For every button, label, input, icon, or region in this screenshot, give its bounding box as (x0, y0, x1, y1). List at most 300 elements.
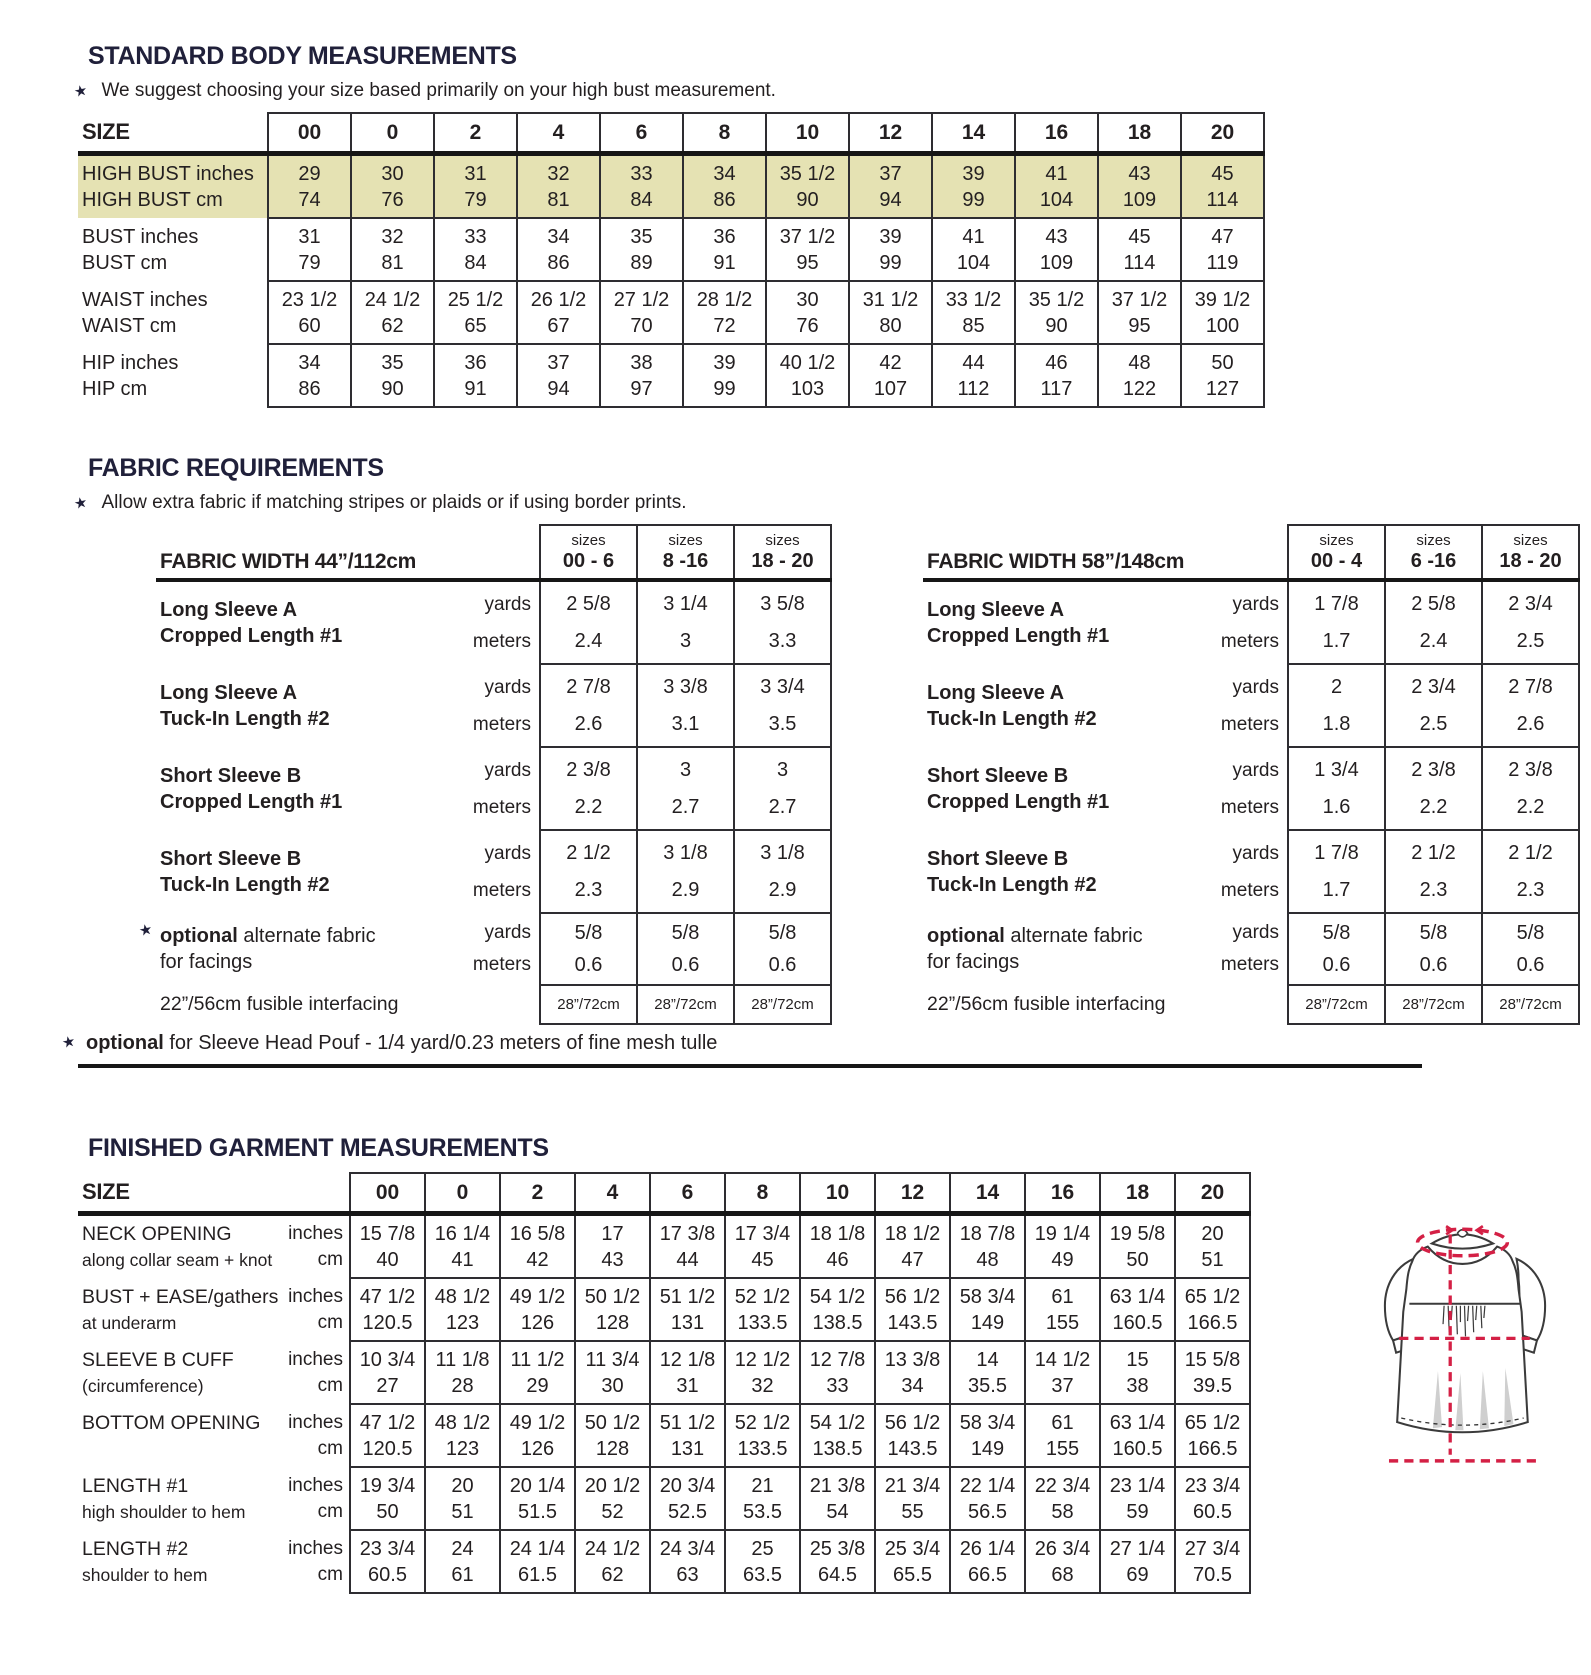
value-cell (950, 1341, 1025, 1404)
row-label (78, 1467, 350, 1530)
cm-value: 122 (1122, 377, 1157, 400)
row-label-line (82, 1410, 349, 1436)
cm-value: 160.5 (1112, 1437, 1163, 1460)
inches-value: 35 1/2 (779, 162, 836, 185)
size-header-cell: 18 (1098, 113, 1181, 154)
inches-value: 37 1/2 (1111, 288, 1168, 311)
inches-value: 11 1/8 (435, 1348, 490, 1371)
meters-label: meters (1220, 879, 1279, 901)
yardage-cell (540, 664, 637, 747)
value-cell (875, 1341, 950, 1404)
value-cell (350, 1404, 425, 1467)
value-cell (434, 218, 517, 281)
yards-value: 2 3/4 (1411, 675, 1456, 698)
cm-value: 138.5 (812, 1311, 863, 1334)
inches-value: 22 3/4 (1034, 1474, 1091, 1497)
meters-value: 1.6 (1322, 795, 1351, 818)
interfacing-value: 28”/72cm (1482, 985, 1579, 1024)
inches-value: 35 (381, 351, 404, 374)
fabric-row-label (923, 580, 1288, 664)
inches-value: 48 (1128, 351, 1151, 374)
size-header-cell: 14 (932, 113, 1015, 154)
inches-value: 26 1/2 (530, 288, 587, 311)
value-cell (875, 1404, 950, 1467)
cm-value: 60 (298, 314, 321, 337)
cm-value: 123 (445, 1437, 480, 1460)
cm-value: 34 (901, 1374, 924, 1397)
value-cell (425, 1530, 500, 1593)
inches-value: 47 1/2 (359, 1285, 416, 1308)
cm-value: 54 (826, 1500, 849, 1523)
meters-value: 1.7 (1322, 878, 1351, 901)
garment-illustration (1360, 1218, 1570, 1468)
value-cell (1098, 154, 1181, 219)
cm-value: 39.5 (1193, 1374, 1232, 1397)
value-cell (500, 1404, 575, 1467)
size-header-label: SIZE (78, 113, 268, 154)
value-cell (517, 218, 600, 281)
value-cell (575, 1404, 650, 1467)
inches-value: 16 5/8 (509, 1222, 566, 1245)
inches-value: 43 (1128, 162, 1151, 185)
inches-value: 25 3/4 (884, 1537, 941, 1560)
cm-value: 32 (751, 1374, 774, 1397)
row-label-line (82, 376, 267, 402)
yards-label: yards (484, 842, 531, 864)
size-header-cell: 2 (434, 113, 517, 154)
cm-value: 143.5 (887, 1311, 938, 1334)
inches-value: 21 3/4 (884, 1474, 941, 1497)
size-header-cell: 4 (517, 113, 600, 154)
yardage-cell (1288, 747, 1385, 830)
meters-label: meters (1220, 713, 1279, 735)
cm-value: 99 (962, 188, 985, 211)
meters-value: 2.6 (1516, 712, 1545, 735)
value-cell (434, 154, 517, 219)
inches-value: 11 1/2 (510, 1348, 565, 1371)
value-cell (875, 1278, 950, 1341)
yardage-cell (734, 913, 831, 985)
value-cell (600, 154, 683, 219)
inches-value: 61 (1051, 1411, 1074, 1434)
label-text: (circumference) (82, 1375, 204, 1396)
interfacing-value: 28”/72cm (637, 985, 734, 1024)
yardage-cell (637, 580, 734, 664)
unit-labels (473, 752, 539, 826)
value-cell (875, 1530, 950, 1593)
label-text: HIP inches (82, 351, 179, 374)
view-name-line: Long Sleeve A (927, 599, 1065, 621)
inches-value: 27 1/4 (1109, 1537, 1166, 1560)
inches-value: 31 (464, 162, 487, 185)
label-text: NECK OPENING (82, 1223, 232, 1245)
value-cell (800, 1341, 875, 1404)
cm-value: 94 (547, 377, 570, 400)
meters-value: 2.4 (1419, 629, 1448, 652)
fabric-row (156, 664, 831, 747)
table-row (78, 1404, 1250, 1467)
value-cell (1015, 154, 1098, 219)
inches-value: 51 1/2 (659, 1285, 716, 1308)
cm-value: 65.5 (893, 1563, 932, 1586)
inches-value: 32 (381, 225, 404, 248)
unit-label: inches (288, 1348, 343, 1370)
value-cell (1175, 1214, 1250, 1279)
row-label (78, 1404, 350, 1467)
yards-label: yards (484, 676, 531, 698)
value-cell (1098, 218, 1181, 281)
inches-value: 48 1/2 (434, 1285, 491, 1308)
size-header-cell: 2 (500, 1173, 575, 1214)
size-header-cell: 18 (1100, 1173, 1175, 1214)
row-label-line (82, 224, 267, 250)
cm-value: 126 (520, 1311, 555, 1334)
fabric-row (923, 830, 1579, 913)
tulle-note (60, 1025, 1422, 1068)
inches-value: 29 (298, 162, 321, 185)
inches-value: 49 1/2 (509, 1411, 566, 1434)
size-header-cell: 0 (425, 1173, 500, 1214)
interfacing-row (156, 985, 831, 1024)
sizes-word: sizes (668, 531, 703, 549)
fabric-table-58in (923, 524, 1580, 1025)
value-cell (766, 154, 849, 219)
yards-value: 3 (776, 758, 789, 781)
row-label-line (82, 287, 267, 313)
value-cell (268, 154, 351, 219)
view-name-line: Short Sleeve B (160, 764, 302, 787)
inches-value: 45 (1128, 225, 1151, 248)
cm-value: 99 (879, 251, 902, 274)
yardage-cell (1482, 664, 1579, 747)
value-cell (875, 1467, 950, 1530)
inches-value: 34 (298, 351, 321, 374)
yardage-cell (1482, 830, 1579, 913)
value-cell (650, 1341, 725, 1404)
section-title-finished-garment: FINISHED GARMENT MEASUREMENTS (88, 1134, 549, 1162)
cm-value: 40 (376, 1248, 399, 1271)
cm-value: 119 (1206, 251, 1239, 274)
yardage-cell (1288, 830, 1385, 913)
value-cell (434, 281, 517, 344)
optional-rest: alternate fabric (237, 925, 376, 947)
size-group-header (1385, 525, 1482, 580)
inches-value: 23 3/4 (1184, 1474, 1241, 1497)
row-label-line (82, 1284, 349, 1310)
yardage-cell (1288, 664, 1385, 747)
cm-value: 33 (826, 1374, 849, 1397)
meters-value: 2.3 (574, 878, 603, 901)
inches-value: 28 1/2 (696, 288, 753, 311)
table-row (78, 218, 1264, 281)
value-cell (800, 1278, 875, 1341)
row-label (78, 1530, 350, 1593)
yards-value: 2 3/8 (1411, 758, 1456, 781)
cm-value: 100 (1205, 314, 1240, 337)
meters-value: 2.7 (768, 795, 797, 818)
inches-value: 22 1/4 (959, 1474, 1016, 1497)
row-label (78, 1341, 350, 1404)
size-range: 00 - 6 (562, 549, 615, 572)
cm-value: 84 (464, 251, 487, 274)
value-cell (517, 281, 600, 344)
label-text: SLEEVE B CUFF (82, 1348, 234, 1371)
optional-label-line: for facings (927, 951, 1020, 973)
size-range: 00 - 4 (1310, 549, 1363, 572)
cm-value: 90 (796, 188, 819, 211)
label-text: WAIST inches (82, 288, 208, 311)
size-group-header (1482, 525, 1579, 580)
cm-value: 127 (1205, 377, 1240, 400)
body-measurements-table (78, 112, 1265, 408)
optional-label-line (927, 923, 1143, 949)
inches-value: 44 (962, 351, 985, 374)
cm-value: 131 (670, 1437, 705, 1460)
inches-value: 26 3/4 (1034, 1537, 1091, 1560)
cm-value: 131 (670, 1311, 705, 1334)
inches-value: 33 (630, 162, 653, 185)
value-cell (950, 1404, 1025, 1467)
cm-value: 109 (1122, 188, 1157, 211)
yardage-cell (1385, 664, 1482, 747)
cm-value: 95 (796, 251, 819, 274)
view-name-line: Tuck-In Length #2 (160, 873, 330, 896)
standard-body-measurements-section (0, 42, 1591, 408)
value-cell (600, 344, 683, 407)
cm-value: 55 (901, 1500, 924, 1523)
row-label (78, 1214, 350, 1279)
value-cell (950, 1278, 1025, 1341)
inches-value: 43 (1045, 225, 1068, 248)
cm-value: 86 (713, 188, 736, 211)
cm-value: 62 (601, 1563, 624, 1586)
yardage-cell (734, 830, 831, 913)
inches-value: 18 7/8 (959, 1222, 1016, 1245)
fabric-header-row (923, 525, 1579, 580)
inches-value: 15 7/8 (359, 1222, 416, 1245)
yards-value: 1 7/8 (1314, 592, 1359, 615)
fabric-row-label (156, 747, 540, 830)
size-header-cell: 14 (950, 1173, 1025, 1214)
note-text: Allow extra fabric if matching stripes or plaids or if using border prints. (101, 492, 687, 513)
value-cell (950, 1530, 1025, 1593)
view-name-line: Cropped Length #1 (160, 625, 343, 647)
yardage-cell (1385, 747, 1482, 830)
inches-value: 65 1/2 (1184, 1411, 1241, 1434)
size-header-row (78, 1173, 1250, 1214)
cm-value: 45 (751, 1248, 774, 1271)
cm-value: 51 (451, 1500, 474, 1523)
body-measurements-note (74, 80, 1591, 102)
yardage-cell (1385, 830, 1482, 913)
label-text: BUST cm (82, 251, 168, 274)
yards-value: 5/8 (768, 922, 797, 944)
inches-value: 36 (713, 225, 736, 248)
value-cell (1025, 1214, 1100, 1279)
view-name (927, 763, 1109, 815)
fabric-table-44in (137, 524, 832, 1025)
yards-value: 3 1/4 (663, 592, 708, 615)
inches-value: 36 (464, 351, 487, 374)
view-name-line: Cropped Length #1 (927, 790, 1110, 813)
value-cell (875, 1214, 950, 1279)
cm-value: 43 (601, 1248, 624, 1271)
cm-value: 61 (451, 1563, 474, 1586)
cm-value: 126 (520, 1437, 555, 1460)
size-header-cell: 00 (268, 113, 351, 154)
value-cell (517, 344, 600, 407)
interfacing-value: 28”/72cm (1385, 985, 1482, 1024)
inches-value: 25 (751, 1537, 774, 1560)
value-cell (1025, 1530, 1100, 1593)
value-cell (1015, 218, 1098, 281)
cm-value: 84 (630, 188, 653, 211)
table-row (78, 1278, 1250, 1341)
yards-value: 3 (679, 758, 692, 781)
value-cell (650, 1530, 725, 1593)
optional-bold: optional (160, 925, 238, 947)
unit-label: cm (317, 1311, 343, 1333)
value-cell (800, 1467, 875, 1530)
value-cell (650, 1404, 725, 1467)
yards-value: 3 3/4 (760, 675, 805, 698)
value-cell (434, 344, 517, 407)
inches-value: 14 1/2 (1034, 1348, 1091, 1371)
section-title-body-measurements: STANDARD BODY MEASUREMENTS (88, 42, 517, 70)
cm-value: 70 (630, 314, 653, 337)
inches-value: 58 3/4 (959, 1411, 1016, 1434)
cm-value: 79 (298, 251, 321, 274)
meters-value: 2.9 (768, 878, 797, 901)
yards-label: yards (1232, 922, 1279, 943)
cm-value: 76 (381, 188, 404, 211)
meters-value: 2.2 (1516, 795, 1545, 818)
unit-labels (473, 669, 539, 743)
inches-value: 15 5/8 (1184, 1348, 1241, 1371)
value-cell (725, 1404, 800, 1467)
value-cell (1100, 1530, 1175, 1593)
unit-label: inches (288, 1223, 343, 1244)
inches-value: 31 1/2 (862, 288, 919, 311)
value-cell (425, 1404, 500, 1467)
optional-fabric-row (923, 913, 1579, 985)
cm-value: 104 (956, 251, 991, 274)
cm-value: 29 (526, 1374, 549, 1397)
inches-value: 12 1/8 (659, 1348, 716, 1371)
meters-value: 3.1 (671, 712, 700, 735)
fabric-requirements-section (0, 454, 1591, 1068)
value-cell (575, 1341, 650, 1404)
fabric-row (923, 580, 1579, 664)
yards-label: yards (1232, 676, 1279, 698)
cm-value: 56.5 (968, 1500, 1007, 1523)
value-cell (766, 344, 849, 407)
cm-value: 37 (1051, 1374, 1074, 1397)
value-cell (517, 154, 600, 219)
value-cell (800, 1530, 875, 1593)
value-cell (575, 1467, 650, 1530)
value-cell (1098, 281, 1181, 344)
inches-value: 19 3/4 (359, 1474, 416, 1497)
inches-value: 18 1/2 (884, 1222, 941, 1245)
interfacing-row (923, 985, 1579, 1024)
row-label-line (82, 1499, 349, 1525)
yards-value: 2 1/2 (1411, 841, 1456, 864)
value-cell (1175, 1404, 1250, 1467)
optional-row-label (137, 913, 540, 985)
cm-value: 58 (1051, 1500, 1074, 1523)
inches-value: 21 3/8 (809, 1474, 866, 1497)
star-icon: ★ (72, 81, 90, 102)
cm-value: 138.5 (812, 1437, 863, 1460)
yards-value: 5/8 (1419, 922, 1448, 944)
unit-label: inches (288, 1285, 343, 1307)
fabric-header-row (156, 525, 831, 580)
size-header-cell: 10 (766, 113, 849, 154)
inches-value: 23 1/4 (1109, 1474, 1166, 1497)
inches-value: 24 3/4 (659, 1537, 716, 1560)
inches-value: 27 1/2 (613, 288, 670, 311)
row-label-line (82, 1247, 349, 1273)
cm-value: 51.5 (518, 1500, 557, 1523)
cm-value: 31 (676, 1374, 699, 1397)
cm-value: 67 (547, 314, 570, 337)
view-name-line: Short Sleeve B (927, 847, 1069, 870)
cm-value: 41 (451, 1248, 474, 1271)
yardage-cell (1385, 580, 1482, 664)
cm-value: 42 (526, 1248, 549, 1271)
inches-value: 17 3/4 (734, 1222, 791, 1245)
value-cell (932, 218, 1015, 281)
cm-value: 128 (595, 1311, 630, 1334)
value-cell (932, 281, 1015, 344)
size-range: 6 -16 (1410, 549, 1457, 572)
meters-label: meters (1220, 954, 1279, 975)
view-name-line: Tuck-In Length #2 (160, 707, 330, 730)
yardage-cell (637, 664, 734, 747)
inches-value: 39 1/2 (1194, 288, 1251, 311)
cm-value: 49 (1051, 1248, 1074, 1271)
yards-label: yards (484, 759, 531, 781)
inches-value: 50 1/2 (584, 1285, 641, 1308)
yards-value: 1 7/8 (1314, 841, 1359, 864)
value-cell (725, 1530, 800, 1593)
cm-value: 52.5 (668, 1500, 707, 1523)
fabric-row (156, 747, 831, 830)
yards-value: 2 1/2 (566, 841, 611, 864)
row-label-line (82, 1347, 349, 1373)
tulle-note-bold: optional (86, 1032, 164, 1054)
row-label-line (82, 1562, 349, 1588)
optional-fabric-row (156, 913, 831, 985)
value-cell (932, 154, 1015, 219)
row-label-line (82, 1373, 349, 1399)
value-cell (268, 281, 351, 344)
inches-value: 54 1/2 (809, 1411, 866, 1434)
value-cell (600, 281, 683, 344)
inches-value: 58 3/4 (959, 1285, 1016, 1308)
fabric-width-label: FABRIC WIDTH 58”/148cm (923, 525, 1288, 580)
cm-value: 62 (381, 314, 404, 337)
value-cell (1015, 344, 1098, 407)
inches-value: 26 1/4 (959, 1537, 1016, 1560)
size-header-cell: 12 (849, 113, 932, 154)
size-header-cell: 00 (350, 1173, 425, 1214)
label-text: shoulder to hem (82, 1564, 208, 1585)
value-cell (425, 1278, 500, 1341)
size-header-cell: 8 (683, 113, 766, 154)
cm-value: 66.5 (968, 1563, 1007, 1586)
